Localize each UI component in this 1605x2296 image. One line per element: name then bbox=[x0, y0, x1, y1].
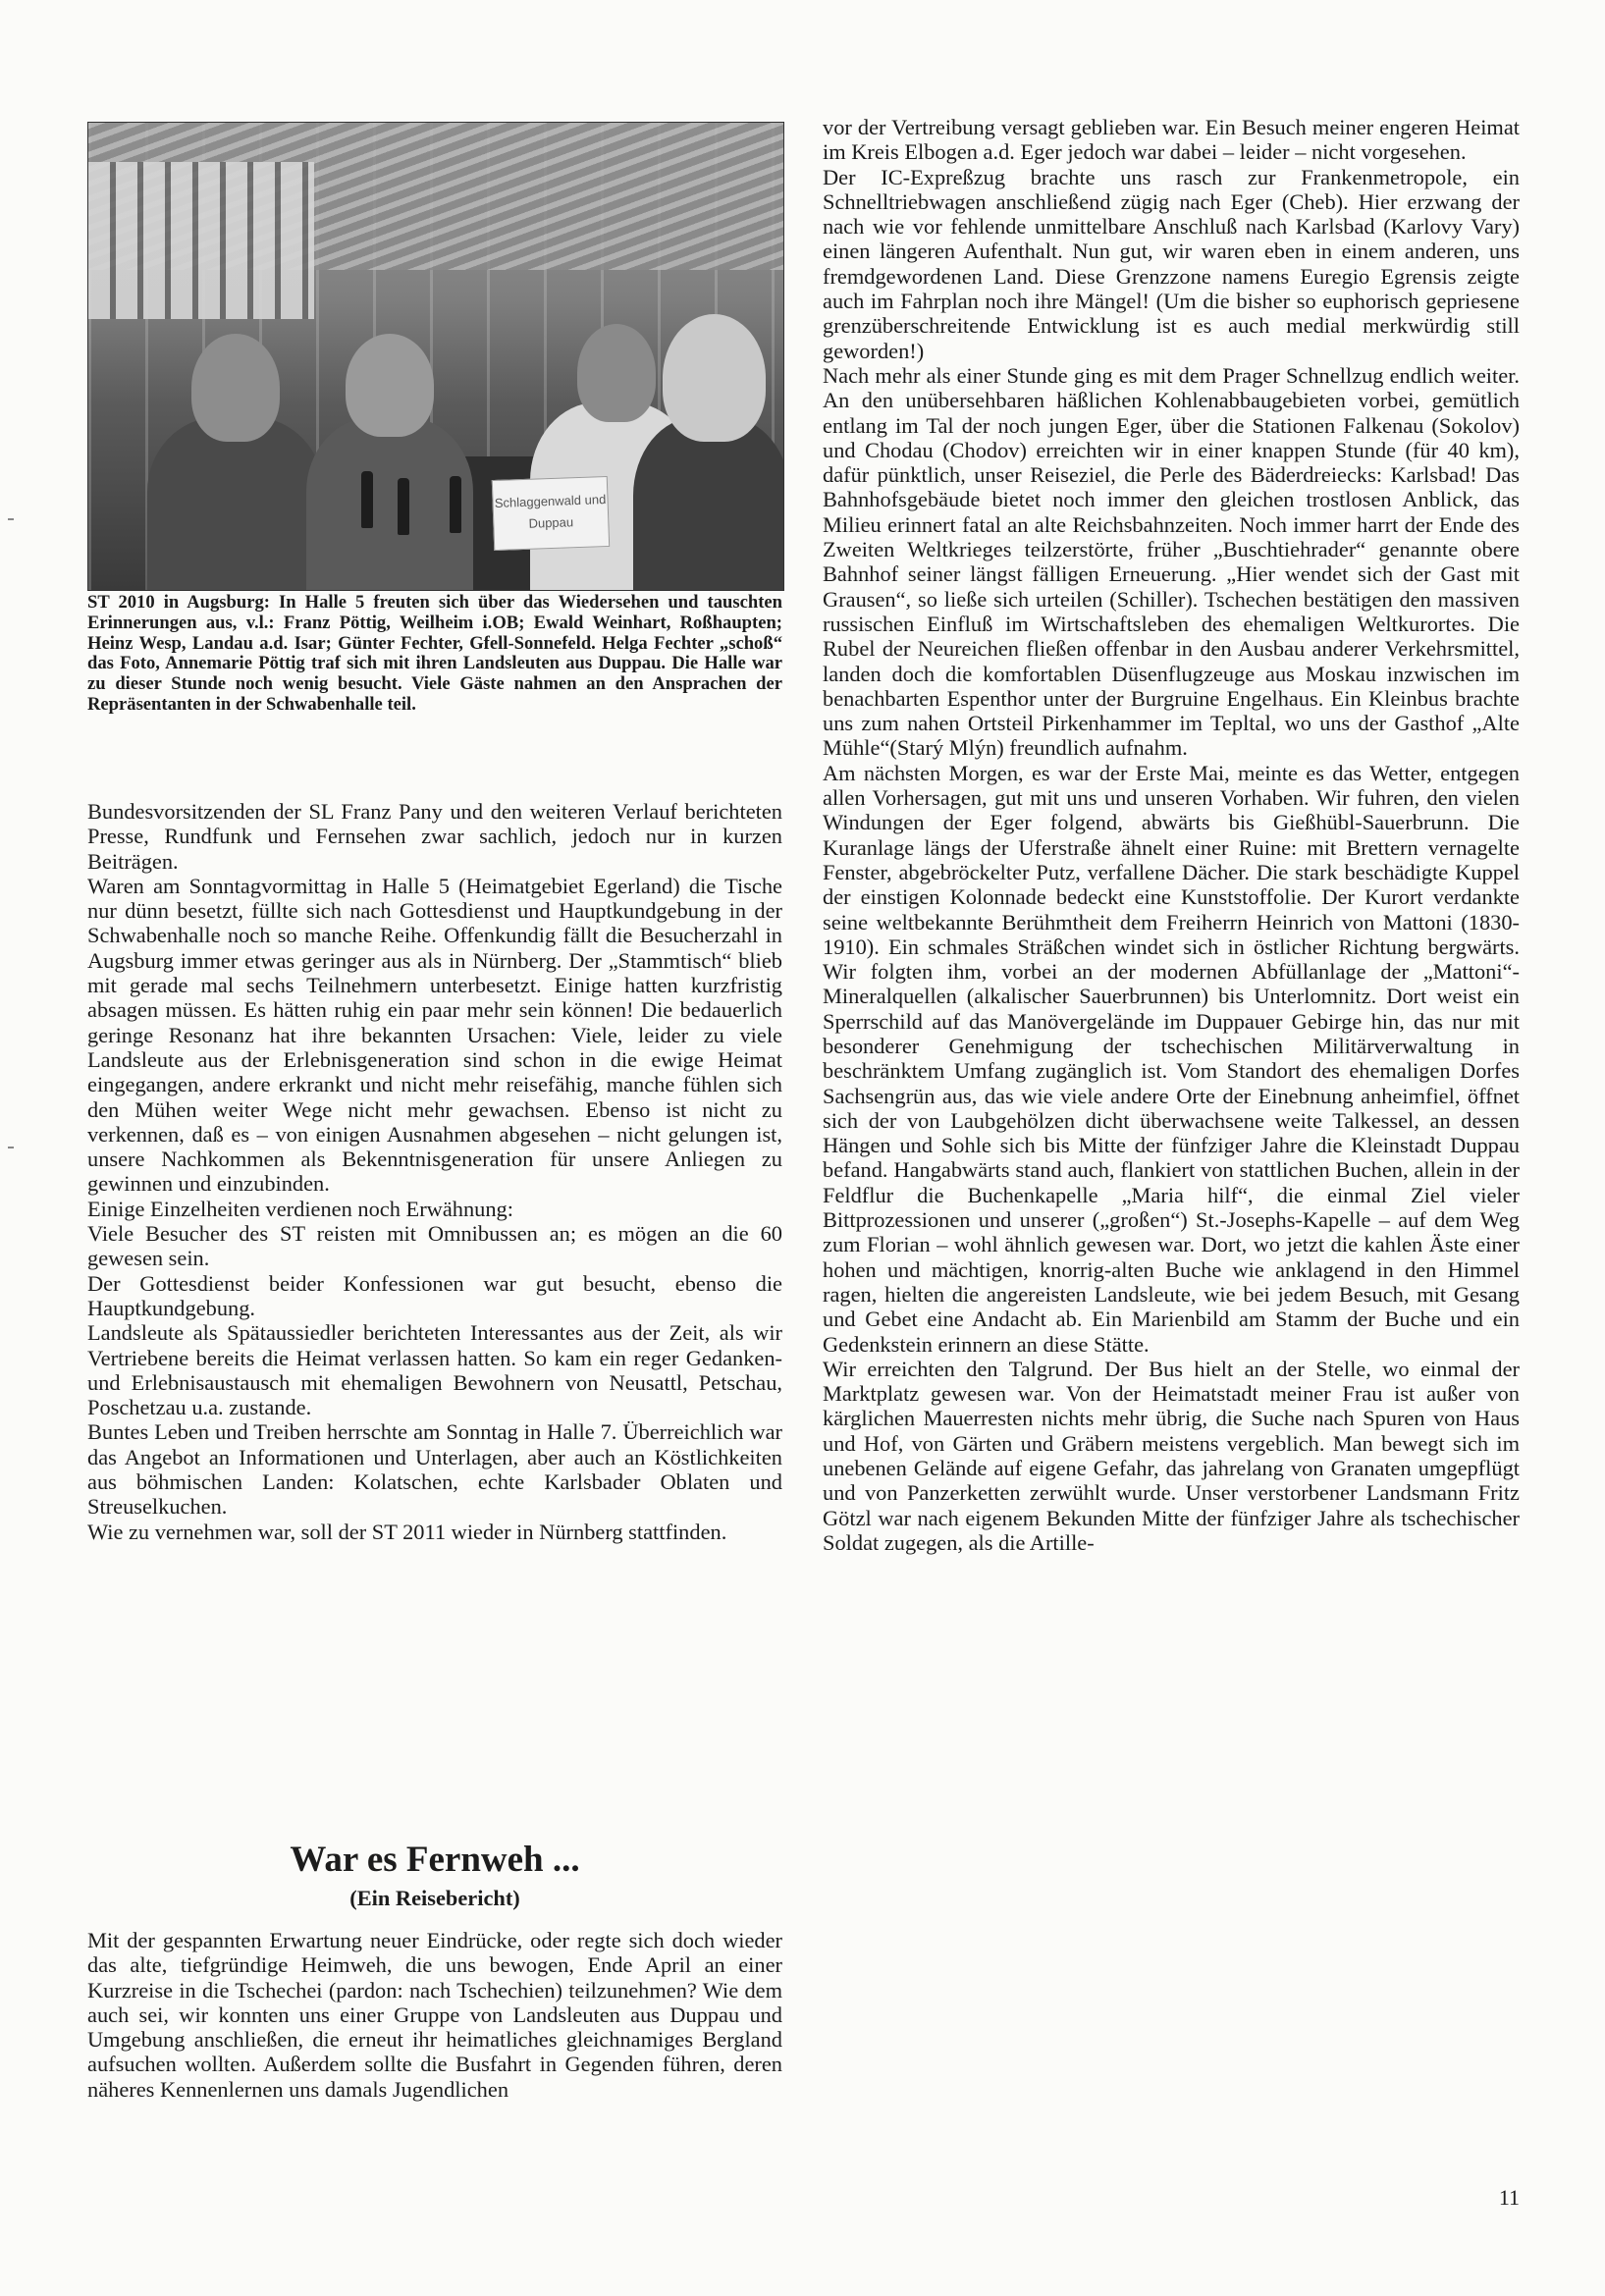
paragraph: Mit der gespannten Erwartung neuer Eindrücke, oder regte sich doch wieder das alte, tiefgründige Heimweh, die uns bewogen, Ende April an einer Kurzreise in die Tschechei (pardon: nach Tschechien) teilzunehmen? Wie dem auch sei, wir konnten uns einer Gruppe von Landsleuten aus Duppau und Umgebung anschließen, die erneut ihr heimatliches gleichnamiges Bergland aufsuchen wollten. Außerdem sollte die Busfahrt in Gegenden führen, deren näheres Kennenlernen uns damals Jugendlichen bbox=[87, 1928, 782, 2102]
person-body bbox=[633, 417, 784, 591]
page-number: 11 bbox=[1498, 2185, 1520, 2210]
paragraph: Am nächsten Morgen, es war der Erste Mai, meinte es das Wetter, entgegen allen Vorhersagen, gut mit uns und unseren Vorhaben. Wir fuhren, den vielen Windungen der Eger folgend, abwärts bis Gießhübl-Sauerbrunn. Die Kuranlage längs der Uferstraße ähnelt einer Ruine: mit Brettern vernagelte Fenster, abgebröckelter Putz, verfallene Dächer. Die stark beschädigte Kuppel der einstigen Kolonnade bedeckt eine Kunststoffolie. Der Kurort verdankte seine weltbekannte Berühmtheit dem Freiherrn Heinrich von Mattoni (1830-1910). Ein schmales Sträßchen windet sich in östlicher Richtung bergwärts. Wir folgten ihm, vorbei an der modernen Abfüllanlage der „Mattoni“-Mineralquellen (alkalischer Sauerbrunnen) bis Unterlomnitz. Dort weist ein Sperrschild auf das Manövergelände im Duppauer Gebirge hin, das nur mit besonderer Genehmigung der tschechischen Militärverwaltung in beschränktem Umfang zugänglich ist. Vom Standort des ehemaligen Dorfes Sachsengrün aus, das wie viele andere Orte der Einebnung anheimfiel, öffnet sich der von Laubgehölzen dicht überwachsene weite Talkessel, an dessen Hängen und Sohle sich bis Mitte der fünfziger Jahre die Kleinstadt Duppau befand. Hangabwärts stand auch, flankiert von stattlichen Buchen, allein in der Feldflur die Buchenkapelle „Maria hilf“, die einmal Ziel vieler Bittprozessionen und unserer („großen“) St.-Josephs-Kapelle – auf dem Weg zum Florian – wohl ähnlich gewesen war. Dort, wo jetzt die kahlen Äste einer hohen und mächtigen, knorrig-alten Buche wie anklagend in den Himmel ragen, hielten die angereisten Landsleute, wie bei jedem Besuch, mit Gesang und Gebet eine Andacht ab. Ein Marienbild am Stamm der Buche und ein Gedenkstein erinnern an diese Stätte. bbox=[823, 760, 1520, 1357]
paragraph: vor der Vertreibung versagt geblieben war. Ein Besuch meiner engeren Heimat im Kreis Elbogen a.d. Eger jedoch war dabei – leider – nicht vorgesehen. bbox=[823, 115, 1520, 165]
right-column-text bbox=[823, 115, 1520, 1555]
article-photo bbox=[87, 122, 784, 591]
margin-mark bbox=[8, 1147, 14, 1148]
paragraph: Waren am Sonntagvormittag in Halle 5 (Heimatgebiet Egerland) die Tische nur dünn besetzt, füllte sich nach Gottesdienst und Hauptkundgebung in der Schwabenhalle noch so manche Reihe. Offenkundig fällt die Besucherzahl in Augsburg immer etwas geringer aus als in Nürnberg. Der „Stammtisch“ blieb mit gerade mal sechs Teilnehmern unterbesetzt. Einige hatten kurzfristig absagen müssen. Es hätten ruhig ein paar mehr sein können! Die bedauerlich geringe Resonanz hat ihre bekannten Ursachen: Viele, leider zu viele Landsleute aus der Erlebnisgeneration sind schon in die ewige Heimat eingegangen, andere erkrankt und nicht mehr reisefähig, manche fühlen sich den Mühen weiter Wege nicht mehr gewachsen. Ebenso ist nicht zu verkennen, daß es – von einigen Ausnahmen abgesehen – nicht gelungen ist, unsere Nachkommen als Bekenntnisgeneration für unsere Anliegen zu gewinnen und einzubinden. bbox=[87, 873, 782, 1197]
paragraph: Wir erreichten den Talgrund. Der Bus hielt an der Stelle, wo einmal der Marktplatz gewesen war. Von der Heimatstadt meiner Frau ist außer von kärglichen Mauerresten nichts mehr übrig, die Suche nach Spuren von Haus und Hof, von Gärten und Gräbern meistens vergeblich. Man bewegt sich im unebenen Gelände auf eigene Gefahr, das jahrelang von Granaten umgepflügt und von Panzerketten zerwühlt wurde. Unser verstorbener Landsmann Fritz Götzl war nach eigenem Bekunden Mitte der fünfziger Jahre als tschechischer Soldat zugegen, als die Artille- bbox=[823, 1356, 1520, 1555]
person-body bbox=[147, 417, 324, 591]
article-headline: War es Fernweh ... bbox=[290, 1840, 580, 1880]
paragraph: Wie zu vernehmen war, soll der ST 2011 wieder in Nürnberg stattfinden. bbox=[87, 1519, 727, 1544]
bottle bbox=[398, 478, 409, 535]
paragraph: Buntes Leben und Treiben herrschte am Sonntag in Halle 7. Überreichlich war das Angebot an Informationen und Unterlagen, aber auch an Köstlichkeiten aus böhmischen Landen: Kolatschen, echte Karlsbader Oblaten und Streuselkuchen. bbox=[87, 1419, 782, 1520]
left-column-text bbox=[87, 799, 782, 1544]
paragraph: Nach mehr als einer Stunde ging es mit dem Prager Schnellzug endlich weiter. An den unübersehbaren häßlichen Kohlenabbaugebieten vorbei, gemütlich entlang im Tal der noch jungen Eger, über die Stationen Falkenau (Sokolov) und Chodau (Chodov) erreichten wir in einer knappen Stunde (für 40 km), dafür pünktlich, unser Reiseziel, die Perle des Bäderdreiecks: Karlsbad! Das Bahnhofsgebäude bietet noch immer den gleichen trostlosen Anblick, das Milieu erinnert fatal an alte Reichsbahnzeiten. Noch immer harrt der Ende des Zweiten Weltkrieges teilzerstörte, früher „Buschtiehrader“ genannte obere Bahnhof seiner längst fälligen Erneuerung. „Hier wendet sich der Gast mit Grausen“, so ließe sich urteilen (Schiller). Tschechen bestätigen den massiven russischen Einfluß im Wirtschaftsleben des ehemaligen Weltkurortes. Die Rubel der Neureichen fließen offenbar in den Ausbau anderer Verkehrsmittel, landen doch die komfortablen Düsenflugzeuge aus Moskau inzwischen im benachbarten Espenthor unter der Burgruine Engelhaus. Ein Kleinbus brachte uns zum nahen Ortsteil Pirkenhammer im Tepltal, wo uns der Gasthof „Alte Mühle“(Starý Mlýn) freundlich aufnahm. bbox=[823, 362, 1520, 761]
article-intro bbox=[87, 1928, 782, 2102]
hall-windows bbox=[88, 162, 314, 319]
person-body bbox=[306, 417, 473, 591]
paragraph: Der IC-Expreßzug brachte uns rasch zur Frankenmetropole, ein Schnelltriebwagen anschließend zügig nach Eger (Cheb). Hier erzwang der nach wie vor fehlende unmittelbare Anschluß nach Karlsbad (Karlovy Vary) einen längeren Aufenthalt. Nun gut, wir waren eben in einem anderen, uns fremdgewordenen Land. Diese Grenzzone namens Euregio Egrensis zeigte auch im Fahrplan noch ihre Mängel! (Um die bisher so euphorisch gepriesene grenzüberschreitende Entwicklung ist es auch medial merkwürdig still geworden!) bbox=[823, 164, 1520, 363]
paragraph: Einige Einzelheiten verdienen noch Erwähnung: bbox=[87, 1196, 513, 1221]
bottle bbox=[450, 476, 461, 533]
person-head bbox=[191, 334, 280, 442]
person-head bbox=[346, 334, 434, 437]
person-head bbox=[577, 324, 656, 422]
person-head bbox=[663, 314, 766, 442]
paragraph: Der Gottesdienst beider Konfessionen war gut besucht, ebenso die Hauptkundgebung. bbox=[87, 1270, 782, 1320]
photo-caption: ST 2010 in Augsburg: In Halle 5 freuten sich über das Wiedersehen und tauschten Erinnerungen aus, v.l.: Franz Pöttig, Weilheim i.OB; Ewald Weinhart, Roßhaupten; Heinz Wesp, Landau a.d. Isar; Günter Fechter, Gfell-Sonnefeld. Helga Fechter „schoß“ das Foto, Annemarie Pöttig traf sich mit ihren Landsleuten aus Duppau. Die Halle war zu dieser Stunde noch wenig besucht. Viele Gäste nahmen an den Ansprachen der Repräsentanten in der Schwabenhalle teil. bbox=[87, 592, 782, 715]
paragraph: Landsleute als Spätaussiedler berichteten Interessantes aus der Zeit, als wir Vertriebene bereits die Heimat verlassen hatten. So kam ein reger Gedanken- und Erlebnisaustausch mit ehemaligen Bewohnern von Neusattl, Petschau, Poschetzau u.a. zustande. bbox=[87, 1320, 782, 1420]
paragraph: Viele Besucher des ST reisten mit Omnibussen an; es mögen an die 60 gewesen sein. bbox=[87, 1221, 782, 1271]
margin-mark bbox=[8, 518, 14, 520]
bottle bbox=[361, 471, 373, 528]
article-subheadline: (Ein Reisebericht) bbox=[349, 1886, 520, 1910]
table-sign: Schlaggenwald und Duppau bbox=[492, 476, 610, 551]
paragraph: Bundesvorsitzenden der SL Franz Pany und den weiteren Verlauf berichteten Presse, Rundfunk und Fernsehen zwar sachlich, jedoch nur in kurzen Beiträgen. bbox=[87, 799, 782, 874]
